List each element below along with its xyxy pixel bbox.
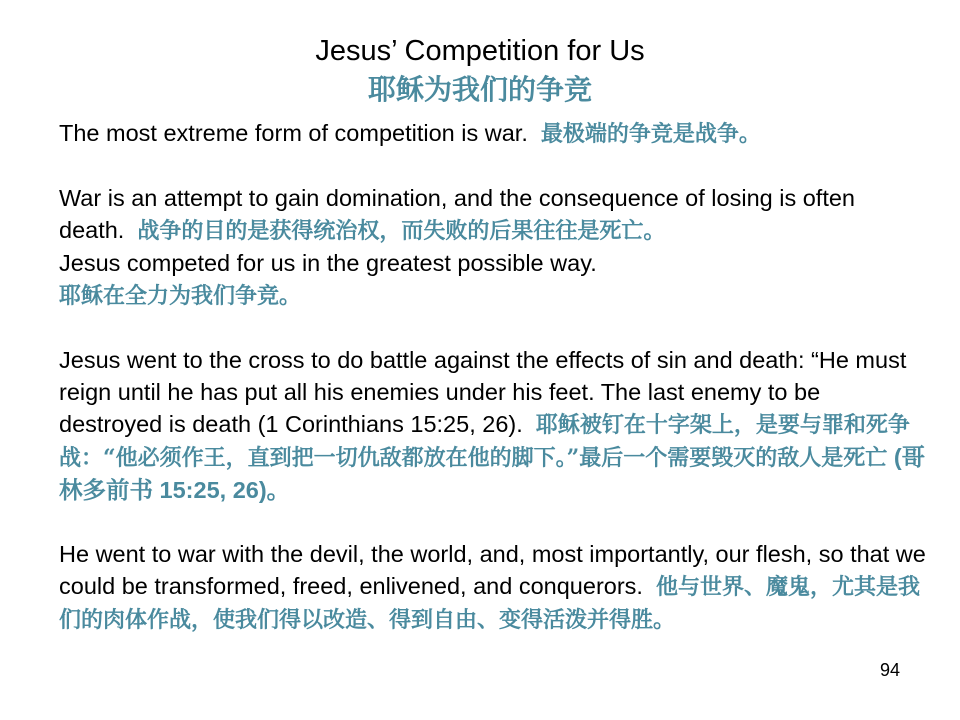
paragraph-2-line-2-english: Jesus competed for us in the greatest possible way. <box>59 250 597 276</box>
paragraph-2-line-1-chinese: 战争的目的是获得统治权，而失败的后果往往是死亡。 <box>137 218 666 244</box>
slide-title-english: Jesus’ Competition for Us <box>315 35 645 67</box>
paragraph-1-line-1 <box>59 117 929 150</box>
paragraph-2-line-2 <box>59 247 929 312</box>
paragraph-1-line-1-chinese: 最极端的争竞是战争。 <box>540 121 761 147</box>
paragraph-3-chinese-reference: (哥林多前书 15:25, 26)。 <box>59 444 926 503</box>
paragraph-2-line-2-chinese: 耶稣在全力为我们争竞。 <box>59 283 302 309</box>
slide-title-chinese: 耶稣为我们的争竞 <box>367 73 592 106</box>
paragraph-2 <box>59 182 929 312</box>
paragraph-2-line-1-english: War is an attempt to gain domination, and the consequence of losing is often death. <box>59 185 856 243</box>
paragraph-3-text <box>59 344 929 506</box>
paragraph-3 <box>59 344 929 506</box>
page-number: 94 <box>880 660 901 680</box>
paragraph-3-english: Jesus went to the cross to do battle against the effects of sin and death: “He must reign until he has put all his enemies under his feet. The last enemy to be destroyed is death (1 Corinthians 15:25, 26). <box>59 347 907 437</box>
paragraph-4 <box>59 538 929 636</box>
paragraph-2-line-1 <box>59 182 929 247</box>
paragraph-1-line-1-english: The most extreme form of competition is war. <box>59 120 528 146</box>
paragraph-4-english: He went to war with the devil, the world, and, most importantly, our flesh, so that we could be transformed, freed, enlivened, and conquerors. <box>59 541 926 599</box>
paragraph-4-chinese: 他与世界、魔鬼，尤其是我们的肉体作战，使我们得以改造、得到自由、变得活泼并得胜。 <box>59 574 921 633</box>
paragraph-4-text <box>59 538 929 636</box>
paragraph-1 <box>59 117 929 150</box>
paragraph-3-chinese: 耶稣被钉在十字架上，是要与罪和死争战：“他必须作王，直到把一切仇敌都放在他的脚下。”最后一个需要毁灭的敌人是死亡 <box>59 412 910 471</box>
slide-body <box>59 117 929 668</box>
